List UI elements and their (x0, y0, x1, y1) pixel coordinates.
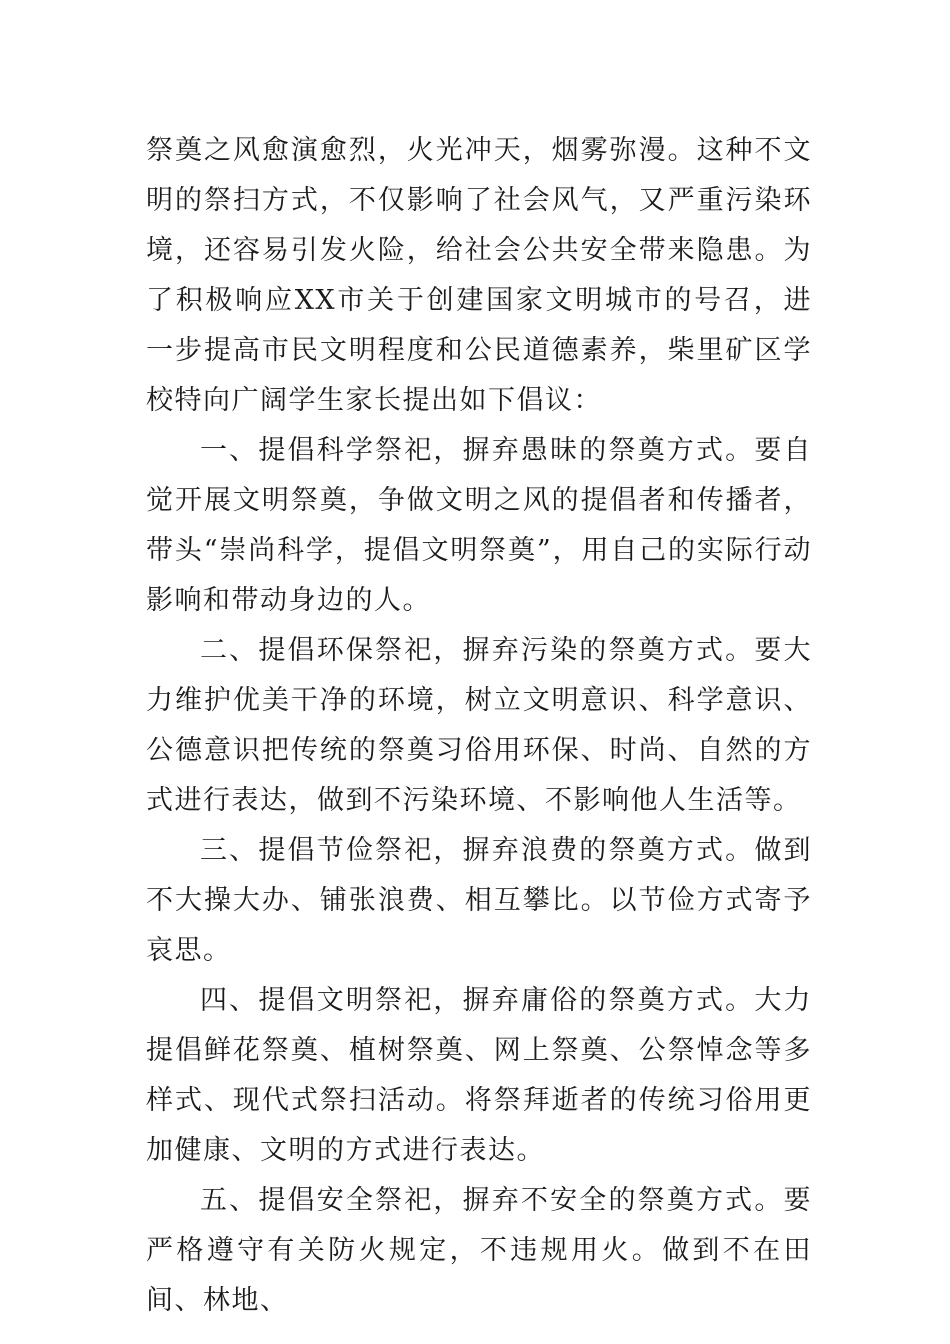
document-body (146, 126, 812, 1326)
paragraph-item-4: 四、提倡文明祭祀，摒弃庸俗的祭奠方式。大力提倡鲜花祭奠、植树祭奠、网上祭奠、公祭悼念等多样式、现代式祭扫活动。将祭拜逝者的传统习俗用更加健康、文明的方式进行表达。 (146, 985, 812, 1166)
paragraph-item-5: 五、提倡安全祭祀，摒弃不安全的祭奠方式。要严格遵守有关防火规定，不违规用火。做到不在田间、林地、 (146, 1185, 812, 1316)
paragraph-item-3: 三、提倡节俭祭祀，摒弃浪费的祭奠方式。做到不大操大办、铺张浪费、相互攀比。以节俭方式寄予哀思。 (146, 835, 812, 966)
paragraph-intro: 祭奠之风愈演愈烈，火光冲天，烟雾弥漫。这种不文明的祭扫方式，不仅影响了社会风气，又严重污染环境，还容易引发火险，给社会公共安全带来隐患。为了积极响应XX市关于创建国家文明城市的号召，进一步提高市民文明程度和公民道德素养，柴里矿区学校特向广阔学生家长提出如下倡议： (146, 135, 812, 416)
paragraph-item-2: 二、提倡环保祭祀，摒弃污染的祭奠方式。要大力维护优美干净的环境，树立文明意识、科学意识、公德意识把传统的祭奠习俗用环保、时尚、自然的方式进行表达，做到不污染环境、不影响他人生活等。 (146, 635, 812, 816)
paragraph-item-1: 一、提倡科学祭祀，摒弃愚昧的祭奠方式。要自觉开展文明祭奠，争做文明之风的提倡者和传播者，带头“崇尚科学，提倡文明祭奠”，用自己的实际行动影响和带动身边的人。 (146, 435, 812, 616)
